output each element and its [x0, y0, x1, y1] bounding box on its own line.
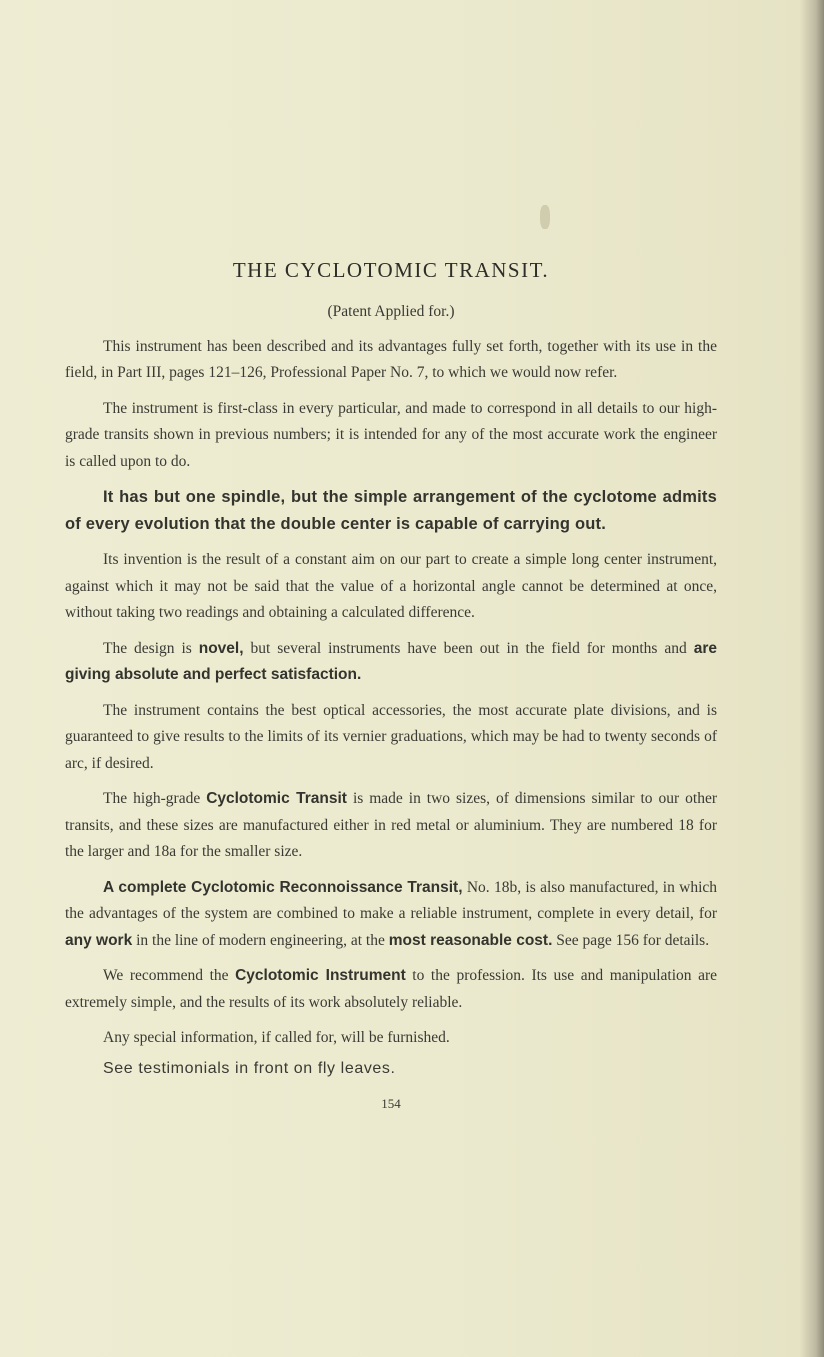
paragraph-spindle: It has but one spindle, but the simple arrangement of the cyclotome admits of every evolution that the double center is capable of carrying out.: [65, 488, 717, 533]
reconnoissance-text-f: See page 156 for details.: [552, 931, 710, 949]
paragraph-invention: Its invention is the result of a constant aim on our part to create a simple long center instrument, against which it may not be said that the value of a horizontal angle cannot be determined at once, without taking two readings and obtaining a calculated difference.: [65, 551, 717, 621]
paragraph-reconnoissance: [65, 875, 717, 955]
paragraph-information: Any special information, if called for, will be furnished.: [103, 1029, 450, 1046]
page-smudge: [540, 205, 550, 229]
reconnoissance-text-d: in the line of modern engineering, at the: [132, 931, 389, 949]
sizes-text-a: The high-grade: [103, 790, 207, 807]
paragraph-first-class: The instrument is first-class in every particular, and made to correspond in all details to our high-grade transits shown in previous numbers; it is intended for any of the most accurate work the engineer is called upon to do.: [65, 399, 717, 470]
page-title: THE CYCLOTOMIC TRANSIT.: [232, 258, 550, 282]
reconnoissance-text-b: No. 18b, is also manufactured, in which the advantages of the system are combined to make a reliable instrument, complete in every detail, for: [65, 878, 718, 922]
paragraph-sizes: [65, 786, 717, 866]
design-text-c: but several instruments have been out in the field for months and: [243, 639, 694, 657]
sizes-text-c: is made in two sizes, of dimensions similar to our other transits, and these sizes are manufactured either in red metal or aluminium. They are numbered 18 for the larger and 18a for the smaller size.: [65, 790, 717, 860]
sizes-cyclotomic-transit: Cyclotomic Transit: [206, 790, 347, 807]
reconnoissance-heading: A complete Cyclotomic Reconnoissance Transit,: [103, 878, 463, 896]
paragraph-design: [65, 636, 717, 689]
recommend-instrument: Cyclotomic Instrument: [235, 967, 406, 984]
design-novel: novel,: [198, 639, 244, 657]
paragraph-optics: The instrument contains the best optical accessories, the most accurate plate divisions, and is guaranteed to give results to the limits of its vernier graduations, which may be had to twenty seconds of arc, if desired.: [65, 701, 717, 772]
patent-note: (Patent Applied for.): [327, 303, 455, 320]
paragraph-description: This instrument has been described and its advantages fully set forth, together with its use in the field, in Part III, pages 121–126, Professional Paper No. 7, to which we would now refer.: [65, 337, 717, 381]
design-text-a: The design is: [103, 639, 199, 657]
paragraph-testimonials: See testimonials in front on fly leaves.: [103, 1059, 396, 1077]
page-number: 154: [381, 1096, 401, 1111]
reconnoissance-any-work: any work: [65, 931, 133, 949]
page-content: [65, 255, 717, 1118]
design-satisfaction: are giving absolute and perfect satisfaction.: [65, 639, 717, 683]
recommend-text-a: We recommend the: [103, 967, 236, 984]
recommend-text-c: to the profession. Its use and manipulation are extremely simple, and the results of its work absolutely reliable.: [65, 967, 717, 1011]
reconnoissance-cost: most reasonable cost.: [388, 931, 553, 949]
paragraph-recommend: [65, 963, 717, 1016]
